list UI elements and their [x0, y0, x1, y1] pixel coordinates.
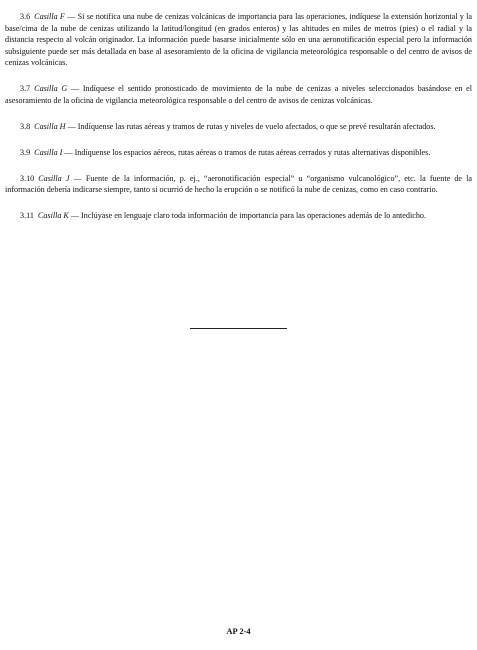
- paragraph-text: — Fuente de la información, p. ej., “aeronotificación especial” u “organismo vulcanológico”, etc. la fuente de la información debería indicarse siempre, tanto si ocurrió de hecho la erupción o se notificó la nube de cenizas, como en caso contrario.: [5, 173, 472, 194]
- document-body: [5, 11, 472, 236]
- box-name: Casilla H: [34, 121, 66, 131]
- paragraph-3-9: [5, 147, 472, 159]
- section-end-divider: [190, 328, 287, 329]
- paragraph-text: — Indíquense las rutas aéreas y tramos de rutas y niveles de vuelo afectados, o que se prevé resultarán afectados.: [67, 121, 436, 131]
- paragraph-3-7: [5, 83, 472, 106]
- box-name: Casilla K: [37, 211, 69, 220]
- paragraph-number: 3.11: [20, 211, 34, 220]
- paragraph-text: — Inclúyase en lenguaje claro toda información de importancia para las operaciones además de lo antedicho.: [70, 211, 426, 220]
- paragraph-3-10: [5, 173, 472, 196]
- paragraph-text: — Indíquese el sentido pronosticado de movimiento de la nube de cenizas a niveles seleccionados basándose en el asesoramiento de la oficina de vigilancia meteorológica responsable o del centro de avisos de cenizas volcánicas.: [5, 84, 472, 105]
- box-name: Casilla I: [34, 147, 63, 157]
- paragraph-number: 3.8: [20, 121, 31, 131]
- paragraph-text: — Indíquense los espacios aéreos, rutas aéreas o tramos de rutas aéreas cerrados y rutas alternativas disponibles.: [64, 147, 431, 157]
- paragraph-number: 3.7: [20, 84, 31, 93]
- paragraph-number: 3.6: [20, 12, 31, 21]
- paragraph-number: 3.9: [20, 147, 31, 157]
- paragraph-number: 3.10: [20, 173, 35, 183]
- paragraph-3-6: [5, 11, 472, 69]
- box-name: Casilla G: [34, 84, 68, 93]
- box-name: Casilla F: [34, 12, 65, 21]
- box-name: Casilla J: [38, 173, 70, 183]
- paragraph-text: — Si se notifica una nube de cenizas volcánicas de importancia para las operaciones, indíquese la extensión horizontal y la base/cima de la nube de cenizas utilizando la latitud/longitud (en grados enteros) y las altitudes en miles de metros (pies) o el radial y la distancia respecto al volcán originador. La información puede basarse inicialmente sólo en una aeronotificación especial pero la información subsiguiente puede ser más detallada en base al asesoramiento de la oficina de vigilancia meteorológica responsable o del centro de avisos de cenizas volcánicas.: [5, 12, 472, 67]
- paragraph-3-8: [5, 121, 472, 133]
- page-number: AP 2-4: [226, 626, 251, 636]
- paragraph-3-11: [5, 210, 472, 222]
